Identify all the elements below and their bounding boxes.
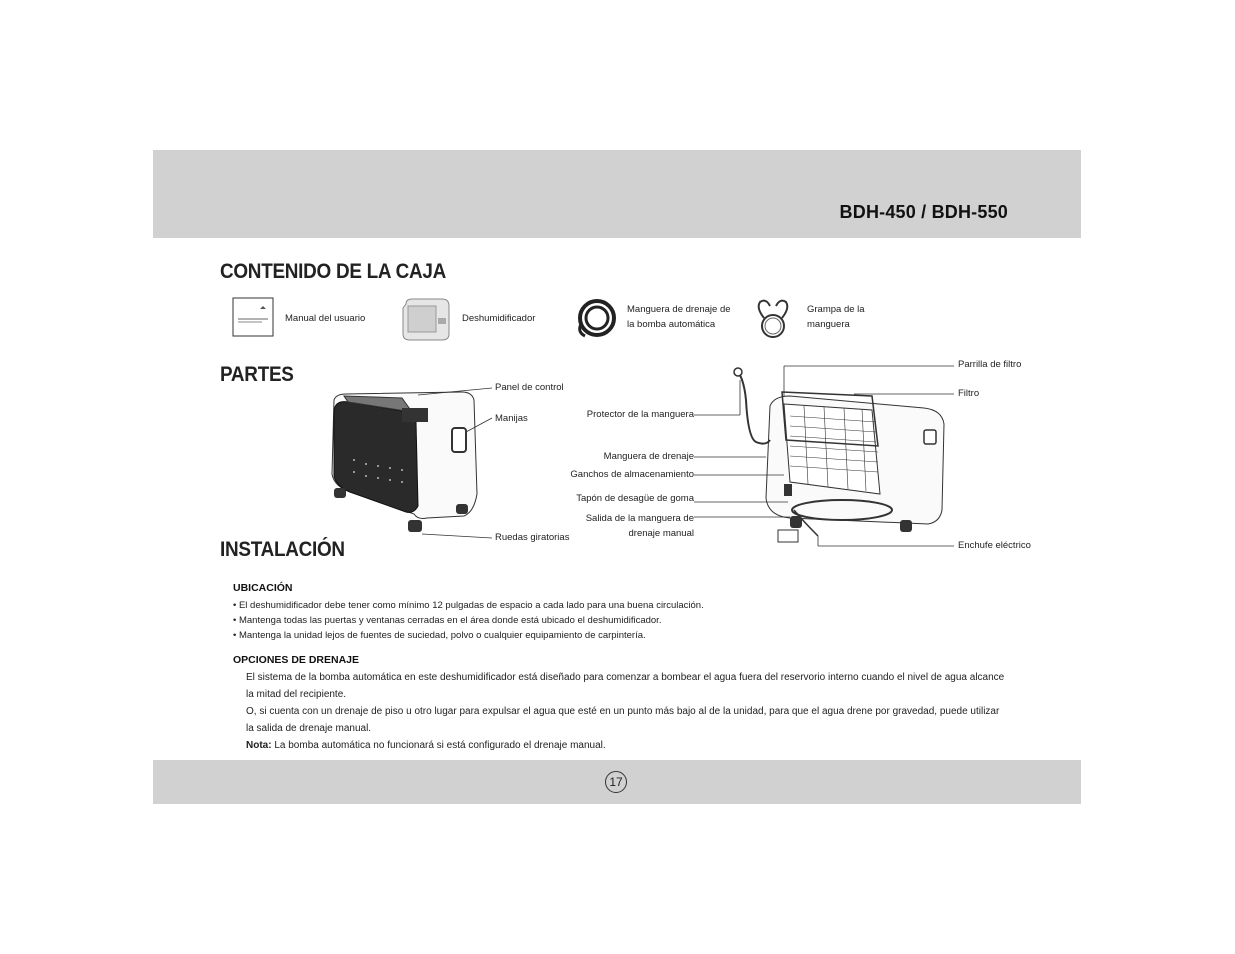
item-manual-label: Manual del usuario xyxy=(285,313,366,324)
label-hose-protector: Protector de la manguera xyxy=(586,409,694,420)
label-manual-outlet-1: Salida de la manguera de xyxy=(585,513,694,524)
note-text: La bomba automática no funcionará si está configurado el drenaje manual. xyxy=(271,740,606,751)
item-clamp-label-2: manguera xyxy=(807,319,850,330)
location-bullet: • Mantenga la unidad lejos de fuentes de suciedad, polvo o cualquier equipamiento de carpintería. xyxy=(233,628,704,643)
item-dehumidifier-label: Deshumidificador xyxy=(462,313,536,324)
installation-title: INSTALACIÓN xyxy=(220,538,345,561)
footer-band xyxy=(153,760,1081,804)
page-number: 17 xyxy=(605,771,627,793)
item-hose-label-2: la bomba automática xyxy=(627,319,716,330)
label-storage-hooks: Ganchos de almacenamiento xyxy=(570,469,694,480)
drainage-paragraph-1: El sistema de la bomba automática en este deshumidificador está diseñado para comenzar a bombear el agua fuera del reservorio interno cuando el nivel de agua alcance la mitad del recipiente. xyxy=(246,672,1005,700)
dehumidifier-front-illustration xyxy=(322,380,582,545)
drainage-note xyxy=(246,737,1006,754)
header-band xyxy=(153,150,1081,238)
label-filter: Filtro xyxy=(958,388,980,399)
hose-clamp-icon xyxy=(750,296,796,342)
dehumidifier-rear-illustration xyxy=(694,360,956,555)
note-label: Nota: xyxy=(246,740,272,751)
model-title: BDH-450 / BDH-550 xyxy=(839,202,1008,222)
item-clamp-label-1: Grampa de la xyxy=(807,304,865,315)
label-manual-outlet-2: drenaje manual xyxy=(628,528,694,539)
drainage-paragraph-2: O, si cuenta con un drenaje de piso u otro lugar para expulsar el agua que esté en un punto más bajo al de la unidad, para que el agua drene por gravedad, puede utilizar la salida de drenaje manual. xyxy=(246,706,1000,734)
location-bullet: • El deshumidificador debe tener como mínimo 12 pulgadas de espacio a cada lado para una buena circulación. xyxy=(233,598,704,613)
label-handles: Manijas xyxy=(495,413,528,424)
drainage-heading: OPCIONES DE DRENAJE xyxy=(233,654,360,666)
box-contents-title: CONTENIDO DE LA CAJA xyxy=(220,260,446,283)
item-hose-label-1: Manguera de drenaje de xyxy=(627,304,731,315)
label-filter-grille: Parrilla de filtro xyxy=(958,359,1022,370)
label-power-plug: Enchufe eléctrico xyxy=(958,540,1031,551)
location-bullets xyxy=(233,598,704,643)
label-control-panel: Panel de control xyxy=(495,382,564,393)
label-drain-hose: Manguera de drenaje xyxy=(603,451,694,462)
location-heading: UBICACIÓN xyxy=(233,582,293,594)
parts-title: PARTES xyxy=(220,363,294,386)
location-bullet: • Mantenga todas las puertas y ventanas cerradas en el área donde está ubicado el deshumidificador. xyxy=(233,613,704,628)
drainage-text xyxy=(246,669,1006,754)
manual-icon xyxy=(232,297,274,339)
dehumidifier-icon xyxy=(400,296,452,342)
drain-hose-icon xyxy=(575,296,619,340)
label-rubber-plug: Tapón de desagüe de goma xyxy=(576,493,694,504)
label-casters: Ruedas giratorias xyxy=(495,532,570,543)
